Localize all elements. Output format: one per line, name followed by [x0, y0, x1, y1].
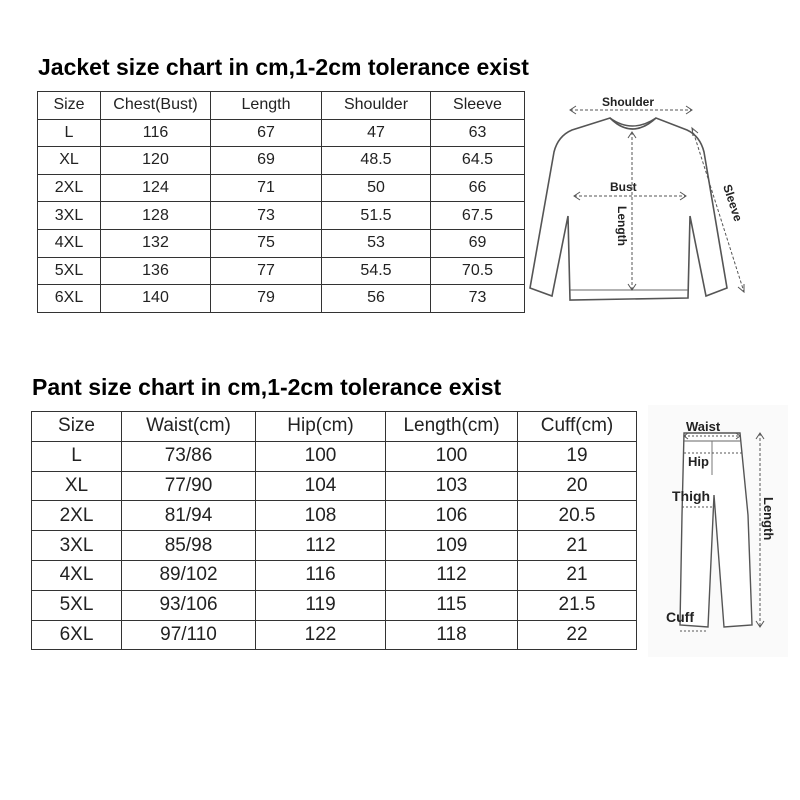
measurement-cell: 140 — [101, 285, 211, 313]
jacket-chart-title: Jacket size chart in cm,1-2cm tolerance exist — [38, 54, 529, 80]
column-header: Hip(cm) — [256, 412, 386, 442]
measurement-cell: 116 — [101, 119, 211, 147]
measurement-cell: 20.5 — [518, 501, 637, 531]
size-cell: 2XL — [32, 501, 122, 531]
size-cell: L — [32, 441, 122, 471]
length-label: Length — [615, 206, 629, 246]
measurement-cell: 21 — [518, 560, 637, 590]
column-header: Shoulder — [322, 92, 431, 120]
measurement-cell: 56 — [322, 285, 431, 313]
column-header: Size — [32, 412, 122, 442]
jacket-size-table — [37, 91, 525, 313]
measurement-cell: 122 — [256, 620, 386, 650]
column-header: Length(cm) — [386, 412, 518, 442]
measurement-cell: 89/102 — [122, 560, 256, 590]
measurement-cell: 103 — [386, 471, 518, 501]
table-row — [32, 560, 637, 590]
measurement-cell: 79 — [211, 285, 322, 313]
measurement-cell: 69 — [431, 229, 525, 257]
bust-label: Bust — [610, 180, 637, 194]
jacket-measurement-diagram — [522, 88, 754, 318]
column-header: Size — [38, 92, 101, 120]
measurement-cell: 47 — [322, 119, 431, 147]
measurement-cell: 54.5 — [322, 257, 431, 285]
size-cell: 3XL — [32, 531, 122, 561]
size-cell: 6XL — [32, 620, 122, 650]
size-cell: 4XL — [32, 560, 122, 590]
size-cell: 3XL — [38, 202, 101, 230]
measurement-cell: 73/86 — [122, 441, 256, 471]
measurement-cell: 53 — [322, 229, 431, 257]
measurement-cell: 19 — [518, 441, 637, 471]
table-row — [38, 202, 525, 230]
pant-table-body — [32, 412, 637, 650]
measurement-cell: 120 — [101, 147, 211, 175]
size-cell: 2XL — [38, 174, 101, 202]
table-row — [32, 620, 637, 650]
column-header: Length — [211, 92, 322, 120]
hip-label: Hip — [688, 454, 709, 469]
table-row — [32, 471, 637, 501]
table-row — [32, 441, 637, 471]
size-cell: XL — [38, 147, 101, 175]
shoulder-label: Shoulder — [602, 95, 655, 109]
measurement-cell: 112 — [386, 560, 518, 590]
measurement-cell: 50 — [322, 174, 431, 202]
column-header: Cuff(cm) — [518, 412, 637, 442]
pant-measurement-diagram — [648, 405, 788, 657]
measurement-cell: 93/106 — [122, 590, 256, 620]
measurement-cell: 118 — [386, 620, 518, 650]
measurement-cell: 106 — [386, 501, 518, 531]
measurement-cell: 67 — [211, 119, 322, 147]
size-cell: 5XL — [38, 257, 101, 285]
measurement-cell: 85/98 — [122, 531, 256, 561]
measurement-cell: 128 — [101, 202, 211, 230]
thigh-label: Thigh — [672, 488, 711, 504]
measurement-cell: 132 — [101, 229, 211, 257]
measurement-cell: 119 — [256, 590, 386, 620]
measurement-cell: 115 — [386, 590, 518, 620]
table-row — [38, 147, 525, 175]
table-row — [38, 285, 525, 313]
table-row — [38, 229, 525, 257]
measurement-cell: 48.5 — [322, 147, 431, 175]
measurement-cell: 112 — [256, 531, 386, 561]
measurement-cell: 69 — [211, 147, 322, 175]
table-row — [32, 501, 637, 531]
size-cell: XL — [32, 471, 122, 501]
measurement-cell: 67.5 — [431, 202, 525, 230]
measurement-cell: 63 — [431, 119, 525, 147]
measurement-cell: 64.5 — [431, 147, 525, 175]
column-header: Chest(Bust) — [101, 92, 211, 120]
column-header: Waist(cm) — [122, 412, 256, 442]
measurement-cell: 108 — [256, 501, 386, 531]
measurement-cell: 71 — [211, 174, 322, 202]
measurement-cell: 70.5 — [431, 257, 525, 285]
measurement-cell: 66 — [431, 174, 525, 202]
measurement-cell: 73 — [431, 285, 525, 313]
length-label: Length — [761, 497, 776, 541]
size-cell: L — [38, 119, 101, 147]
table-row — [32, 590, 637, 620]
measurement-cell: 109 — [386, 531, 518, 561]
measurement-cell: 97/110 — [122, 620, 256, 650]
waist-label: Waist — [686, 419, 721, 434]
column-header: Sleeve — [431, 92, 525, 120]
jacket-table-body — [38, 92, 525, 313]
measurement-cell: 100 — [386, 441, 518, 471]
pant-size-table — [31, 411, 637, 650]
measurement-cell: 116 — [256, 560, 386, 590]
size-cell: 4XL — [38, 229, 101, 257]
header-row — [32, 412, 637, 442]
measurement-cell: 81/94 — [122, 501, 256, 531]
table-row — [38, 119, 525, 147]
measurement-cell: 124 — [101, 174, 211, 202]
measurement-cell: 77/90 — [122, 471, 256, 501]
measurement-cell: 51.5 — [322, 202, 431, 230]
size-cell: 6XL — [38, 285, 101, 313]
table-row — [38, 257, 525, 285]
header-row — [38, 92, 525, 120]
measurement-cell: 73 — [211, 202, 322, 230]
size-cell: 5XL — [32, 590, 122, 620]
table-row — [32, 531, 637, 561]
sleeve-label: Sleeve — [720, 182, 746, 224]
measurement-cell: 20 — [518, 471, 637, 501]
measurement-cell: 75 — [211, 229, 322, 257]
table-row — [38, 174, 525, 202]
measurement-cell: 77 — [211, 257, 322, 285]
measurement-cell: 22 — [518, 620, 637, 650]
measurement-cell: 100 — [256, 441, 386, 471]
measurement-cell: 136 — [101, 257, 211, 285]
measurement-cell: 21.5 — [518, 590, 637, 620]
cuff-label: Cuff — [666, 609, 694, 625]
measurement-cell: 104 — [256, 471, 386, 501]
pant-chart-title: Pant size chart in cm,1-2cm tolerance exist — [32, 374, 502, 400]
measurement-cell: 21 — [518, 531, 637, 561]
